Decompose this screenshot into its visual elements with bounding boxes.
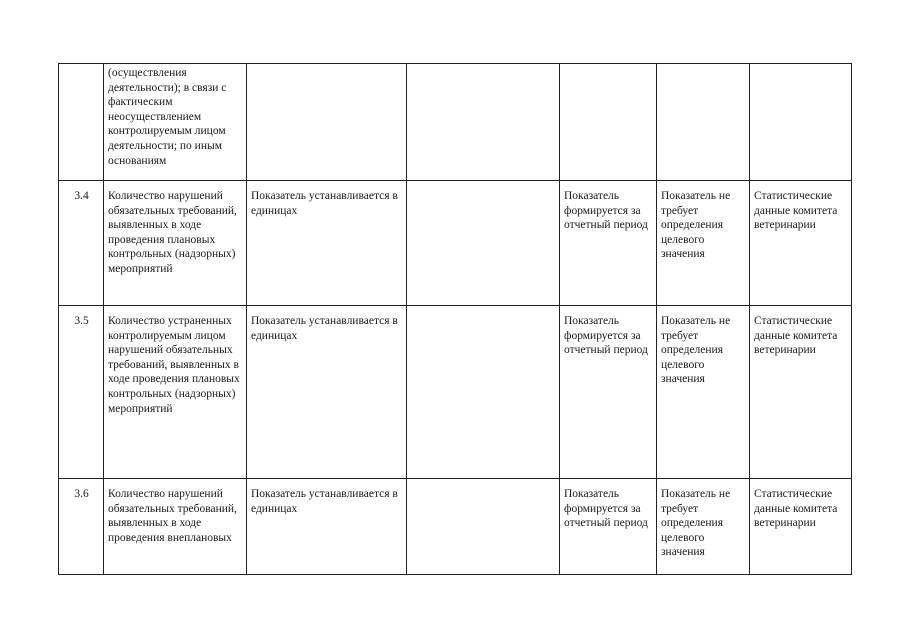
table-row xyxy=(59,479,852,575)
source-cell: Статистические данные комитета ветеринарии xyxy=(750,479,852,575)
source-cell: Статистические данные комитета ветеринарии xyxy=(750,181,852,306)
period-cell xyxy=(560,64,657,181)
table-row xyxy=(59,64,852,181)
unit-cell: Показатель устанавливается в единицах xyxy=(247,181,407,306)
row-number-cell: 3.5 xyxy=(59,306,104,479)
empty-cell xyxy=(407,181,560,306)
indicators-table xyxy=(58,63,852,575)
table-row xyxy=(59,181,852,306)
unit-cell xyxy=(247,64,407,181)
unit-cell: Показатель устанавливается в единицах xyxy=(247,479,407,575)
empty-cell xyxy=(407,479,560,575)
table-row xyxy=(59,306,852,479)
row-number-cell xyxy=(59,64,104,181)
period-cell: Показатель формируется за отчетный период xyxy=(560,479,657,575)
indicator-name-cell: Количество нарушений обязательных требований, выявленных в ходе проведения внеплановых xyxy=(104,479,247,575)
target-cell: Показатель не требует определения целевого значения xyxy=(657,306,750,479)
period-cell: Показатель формируется за отчетный период xyxy=(560,181,657,306)
target-cell xyxy=(657,64,750,181)
source-cell: Статистические данные комитета ветеринарии xyxy=(750,306,852,479)
empty-cell xyxy=(407,64,560,181)
row-number-cell: 3.6 xyxy=(59,479,104,575)
empty-cell xyxy=(407,306,560,479)
indicator-name-cell: Количество нарушений обязательных требований, выявленных в ходе проведения плановых контрольных (надзорных) мероприятий xyxy=(104,181,247,306)
indicator-name-cell: Количество устраненных контролируемым лицом нарушений обязательных требований, выявленных в ходе проведения плановых контрольных (надзорных) мероприятий xyxy=(104,306,247,479)
target-cell: Показатель не требует определения целевого значения xyxy=(657,479,750,575)
target-cell: Показатель не требует определения целевого значения xyxy=(657,181,750,306)
indicator-name-cell: (осуществления деятельности); в связи с фактическим неосуществлением контролируемым лицом деятельности; по иным основаниям xyxy=(104,64,247,181)
source-cell xyxy=(750,64,852,181)
row-number-cell: 3.4 xyxy=(59,181,104,306)
period-cell: Показатель формируется за отчетный период xyxy=(560,306,657,479)
unit-cell: Показатель устанавливается в единицах xyxy=(247,306,407,479)
